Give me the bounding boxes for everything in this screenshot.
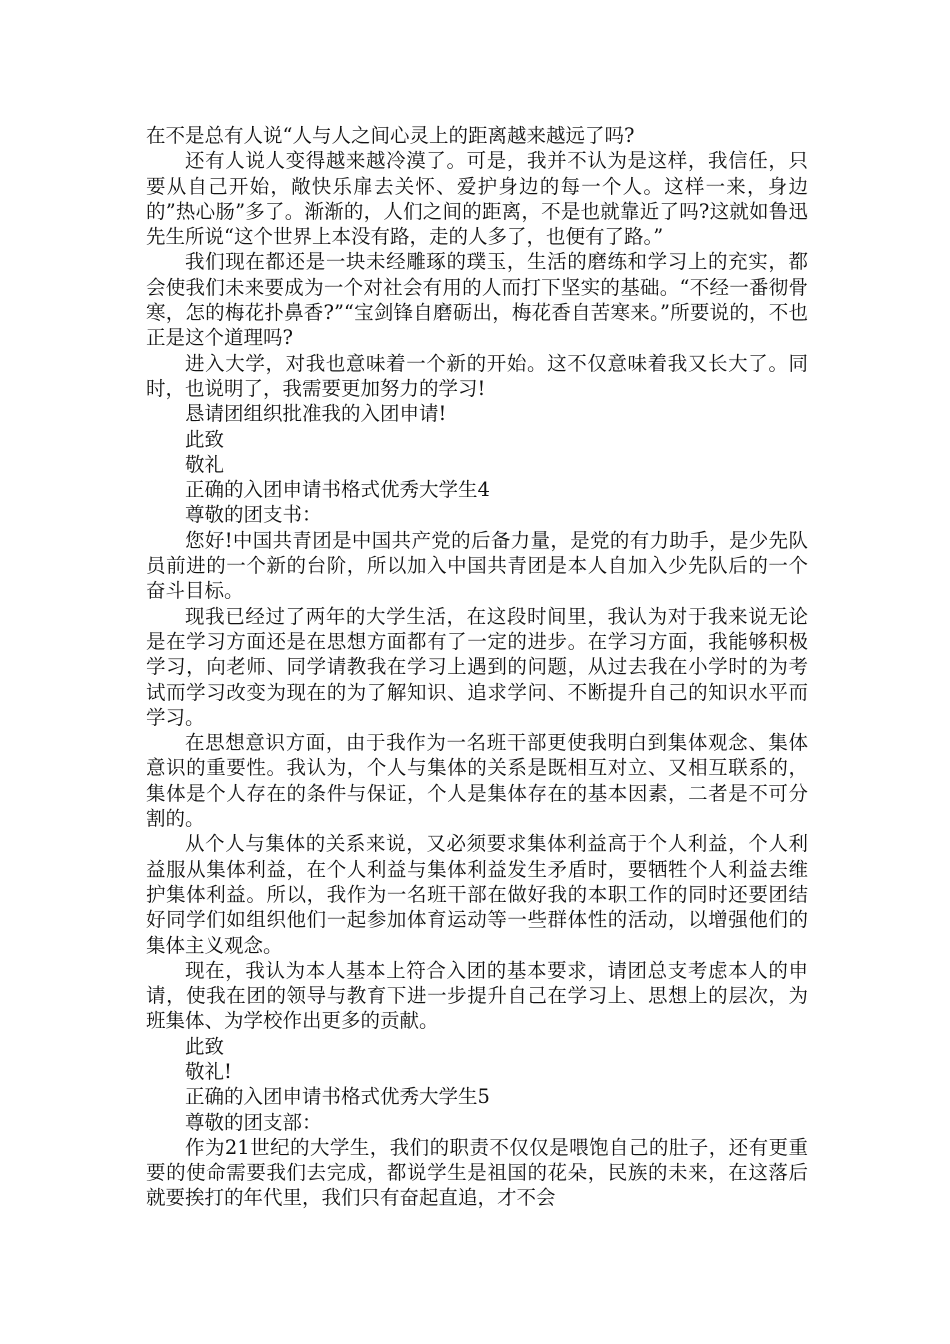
paragraph-1: 在不是总有人说“人与人之间心灵上的距离越来越远了吗? <box>146 124 635 147</box>
paragraph-6: 您好!中国共青团是中国共产党的后备力量，是党的有力助手，是少先队员前进的一个新的台阶，所以加入中国共青团是本人自加入少先队后的一个奋斗目标。 <box>146 528 808 603</box>
closing-regards-1: 敬礼 <box>185 452 225 476</box>
closing-salutation-2: 此致 <box>185 1034 225 1058</box>
paragraph-3: 我们现在都还是一块未经雕琢的璞玉，生活的磨练和学习上的充实，都会使我们未来要成为一个对社会有用的人而打下坚实的基础。“不经一番彻骨寒，怎的梅花扑鼻香?”“宝剑锋自磨砺出，梅花香自苦寒来。”所要说的，不也正是这个道理吗? <box>146 250 808 350</box>
closing-regards-2: 敬礼! <box>185 1059 232 1083</box>
paragraph-7: 现我已经过了两年的大学生活，在这段时间里，我认为对于我来说无论是在学习方面还是在思想方面都有了一定的进步。在学习方面，我能够积极学习，向老师、同学请教我在学习上遇到的问题，从过去我在小学时的为考试而学习改变为现在的为了解知识、追求学问、不断提升自己的知识水平而学习。 <box>146 604 808 729</box>
paragraph-2: 还有人说人变得越来越冷漠了。可是，我并不认为是这样，我信任，只要从自己开始，敞快乐扉去关怀、爱护身边的每一个人。这样一来，身边的”热心肠”多了。渐渐的，人们之间的距离，不是也就靠近了吗?这就如鲁迅先生所说“这个世界上本没有路，走的人多了，也便有了路。” <box>146 149 808 249</box>
greeting-5: 尊敬的团支部： <box>185 1110 322 1134</box>
paragraph-8: 在思想意识方面，由于我作为一名班干部更使我明白到集体观念、集体意识的重要性。我认为，个人与集体的关系是既相互对立、又相互联系的，集体是个人存在的条件与保证，个人是集体存在的基本因素，二者是不可分割的。 <box>146 731 808 831</box>
document-body <box>146 123 808 1211</box>
paragraph-11: 作为21世纪的大学生，我们的职责不仅仅是喂饱自己的肚子，还有更重要的使命需要我们去完成，都说学生是祖国的花朵，民族的未来，在这落后就要挨打的年代里，我们只有奋起直追，才不会 <box>146 1135 808 1210</box>
section-heading-4: 正确的入团申请书格式优秀大学生4 <box>185 478 490 502</box>
paragraph-9: 从个人与集体的关系来说，又必须要求集体利益高于个人利益，个人利益服从集体利益，在个人利益与集体利益发生矛盾时，要牺牲个人利益去维护集体利益。所以，我作为一名班干部在做好我的本职工作的同时还要团结好同学们如组织他们一起参加体育运动等一些群体性的活动，以增强他们的集体主义观念。 <box>146 832 808 957</box>
section-heading-5: 正确的入团申请书格式优秀大学生5 <box>185 1085 490 1109</box>
greeting-4: 尊敬的团支书： <box>185 503 322 527</box>
paragraph-4: 进入大学，对我也意味着一个新的开始。这不仅意味着我又长大了。同时，也说明了，我需要更加努力的学习! <box>146 351 808 400</box>
paragraph-5: 恳请团组织批准我的入团申请! <box>185 402 447 426</box>
closing-salutation-1: 此致 <box>185 427 225 451</box>
paragraph-10: 现在，我认为本人基本上符合入团的基本要求，请团总支考虑本人的申请，使我在团的领导与教育下进一步提升自己在学习上、思想上的层次，为班集体、为学校作出更多的贡献。 <box>146 958 808 1033</box>
